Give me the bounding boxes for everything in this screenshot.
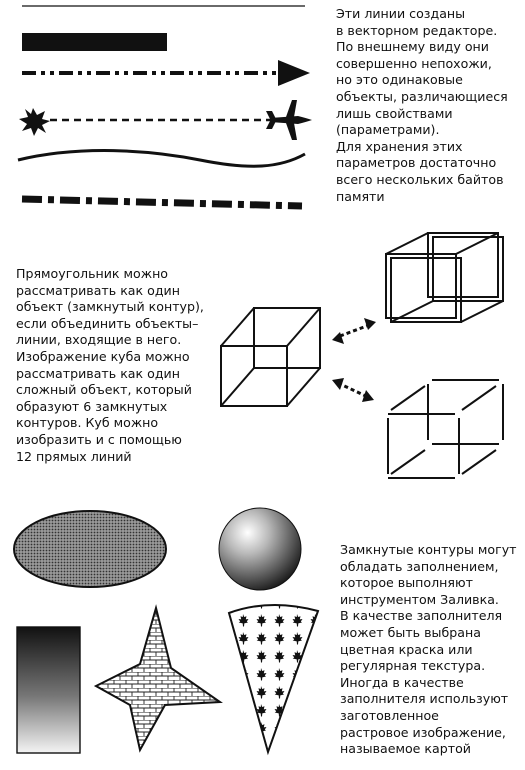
caption-line: объект (замкнутый контур), xyxy=(16,299,204,315)
caption-line: линии, входящие в него. xyxy=(16,332,182,348)
caption-line: Прямоугольник можно xyxy=(16,266,169,281)
caption-line: но это одинаковые xyxy=(336,72,463,88)
caption-line: рассматривать как один xyxy=(16,282,180,298)
caption-line: которое выполняют xyxy=(340,575,473,591)
caption-line: заполнителя используют xyxy=(340,691,509,707)
cube-closed-contours xyxy=(221,308,320,406)
caption-line: Для хранения этих xyxy=(336,138,463,154)
vector-lines-caption xyxy=(336,6,508,205)
caption-line: 12 прямых линий xyxy=(16,448,132,464)
caption-line: Эти линии созданы xyxy=(336,6,466,21)
caption-line: может быть выбрана xyxy=(340,624,481,640)
wavy-line xyxy=(18,151,305,167)
dotted-ellipse xyxy=(14,511,166,587)
caption-line: Замкнутые контуры могут xyxy=(340,542,517,557)
caption-line: совершенно непохожи, xyxy=(336,55,492,71)
caption-line: всего нескольких байтов xyxy=(336,171,504,187)
caption-line: регулярная текстура. xyxy=(340,658,486,674)
caption-line: рассматривать как один xyxy=(16,365,180,381)
caption-line: (параметрами). xyxy=(336,122,440,138)
caption-line: растровое изображение, xyxy=(340,724,506,740)
caption-line: Изображение куба можно xyxy=(16,348,190,364)
heavy-dash-dot-line xyxy=(22,199,302,206)
caption-line: обладать заполнением, xyxy=(340,558,499,574)
caption-line: контуров. Куб можно xyxy=(16,415,159,431)
caption-line: объекты, различающиеся xyxy=(336,88,508,104)
caption-line: По внешнему виду они xyxy=(336,39,489,55)
maple-leaf-wedge xyxy=(229,605,318,752)
caption-line: Иногда в качестве xyxy=(340,674,464,690)
caption-line: памяти xyxy=(336,188,385,204)
caption-line: лишь свойствами xyxy=(336,105,453,121)
closed-contours-caption xyxy=(16,266,204,465)
caption-line: образуют 6 замкнутых xyxy=(16,398,168,414)
airplane-icon xyxy=(266,100,312,140)
explosion-icon xyxy=(19,108,50,136)
caption-line: В качестве заполнителя xyxy=(340,608,503,624)
caption-line: цветная краска или xyxy=(340,641,473,657)
cube-twelve-lines xyxy=(388,380,503,478)
caption-line: сложный объект, который xyxy=(16,382,192,398)
caption-line: заготовленное xyxy=(340,707,439,723)
caption-line: инструментом Заливка. xyxy=(340,591,499,607)
caption-line: в векторном редакторе. xyxy=(336,22,498,38)
gradient-sphere xyxy=(219,508,301,590)
caption-line: параметров достаточно xyxy=(336,155,497,171)
double-arrow-lower xyxy=(332,378,374,402)
arrowhead-icon xyxy=(278,60,310,86)
caption-line: называемое картой xyxy=(340,741,471,757)
gradient-rectangle xyxy=(17,627,80,753)
brick-star xyxy=(96,608,220,750)
double-arrow-upper xyxy=(332,318,376,344)
thick-line-sample xyxy=(22,33,167,51)
caption-line: изобразить и с помощью xyxy=(16,431,182,447)
fills-caption xyxy=(340,542,517,758)
caption-line: если объединить объекты– xyxy=(16,315,199,331)
cube-six-contours xyxy=(386,233,503,322)
